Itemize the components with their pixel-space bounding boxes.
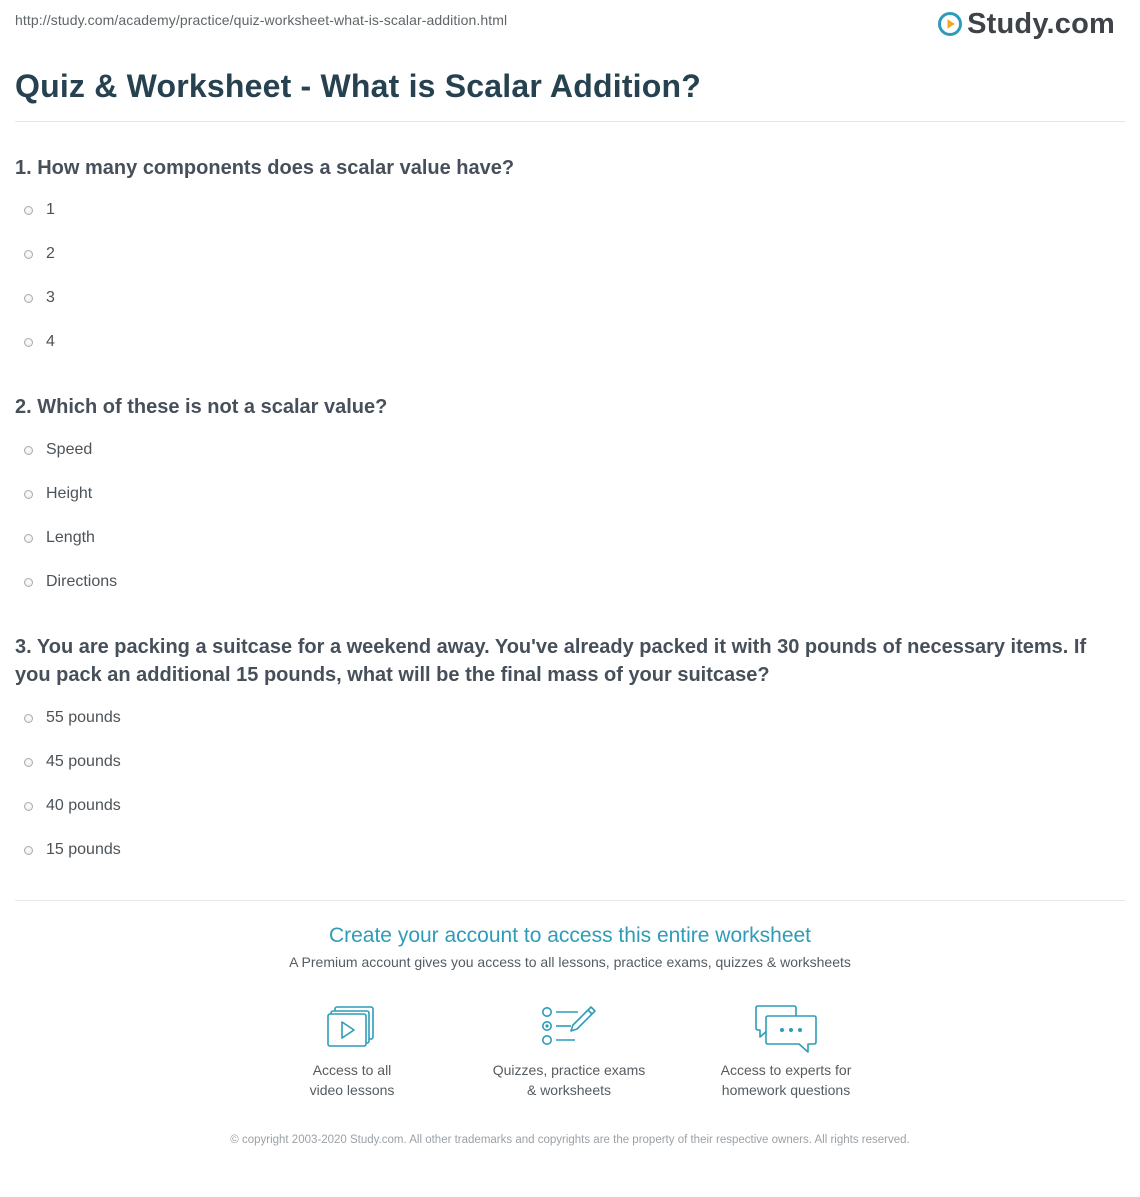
feature-quizzes [469, 1004, 669, 1100]
feature-label-line2: video lessons [309, 1082, 395, 1098]
option-label: 45 pounds [46, 753, 121, 770]
q1-option-3[interactable] [24, 287, 55, 309]
feature-label-line2: & worksheets [526, 1082, 612, 1098]
q1-option-2[interactable] [24, 243, 55, 265]
cta-subtitle: A Premium account gives you access to all lessons, practice exams, quizzes & worksheets [289, 954, 851, 970]
q3-option-4[interactable] [24, 839, 121, 861]
option-label: 15 pounds [46, 841, 121, 858]
option-label: Directions [46, 573, 118, 590]
title-divider [15, 121, 1125, 122]
q2-option-1[interactable] [24, 439, 92, 461]
radio-button[interactable] [24, 338, 33, 347]
cta-divider [15, 900, 1125, 901]
radio-button[interactable] [24, 714, 33, 723]
feature-label [252, 1060, 452, 1100]
header-bar [0, 0, 1140, 48]
feature-label [686, 1060, 886, 1100]
study-logo[interactable] [938, 6, 1115, 42]
q3-option-2[interactable] [24, 751, 121, 773]
option-label: Speed [46, 441, 93, 458]
play-circle-logo-icon [938, 12, 962, 36]
feature-experts [686, 1004, 886, 1100]
radio-button[interactable] [24, 846, 33, 855]
q1-option-4[interactable] [24, 331, 55, 353]
copyright-footer: © copyright 2003-2020 Study.com. All other trademarks and copyrights are the property of their respective owners. All rights reserved. [230, 1134, 910, 1146]
feature-video-lessons [252, 1004, 452, 1100]
q1-option-1[interactable] [24, 199, 55, 221]
radio-button[interactable] [24, 294, 33, 303]
option-label: 4 [46, 333, 55, 350]
q3-option-3[interactable] [24, 795, 121, 817]
create-account-link[interactable]: Create your account to access this entire worksheet [328, 924, 812, 947]
option-label: Height [46, 485, 93, 502]
radio-button[interactable] [24, 802, 33, 811]
radio-button[interactable] [24, 490, 33, 499]
feature-label [469, 1060, 669, 1100]
q3-option-1[interactable] [24, 707, 121, 729]
page-url[interactable]: http://study.com/academy/practice/quiz-worksheet-what-is-scalar-addition.html [15, 12, 508, 28]
page-title: Quiz & Worksheet - What is Scalar Addition? [15, 68, 702, 104]
question-1: 1. How many components does a scalar value have? [15, 157, 515, 179]
chat-bubbles-icon [754, 1004, 818, 1054]
option-label: Length [46, 529, 95, 546]
q2-option-2[interactable] [24, 483, 92, 505]
radio-button[interactable] [24, 534, 33, 543]
feature-label-line1: Quizzes, practice exams [492, 1062, 646, 1078]
option-label: 55 pounds [46, 709, 121, 726]
q2-option-3[interactable] [24, 527, 95, 549]
radio-button[interactable] [24, 578, 33, 587]
option-label: 3 [46, 289, 55, 306]
feature-label-line1: Access to experts for [720, 1062, 852, 1078]
radio-button[interactable] [24, 758, 33, 767]
radio-button[interactable] [24, 206, 33, 215]
question-2: 2. Which of these is not a scalar value? [15, 396, 388, 418]
q2-option-4[interactable] [24, 571, 117, 593]
quiz-checklist-icon [541, 1004, 597, 1048]
radio-button[interactable] [24, 446, 33, 455]
option-label: 2 [46, 245, 55, 262]
radio-button[interactable] [24, 250, 33, 259]
logo-text: Study.com [967, 7, 1115, 40]
question-3: 3. You are packing a suitcase for a weekend away. You've already packed it with 30 pounds of necessary items. If you pack an additional 15 pounds, what will be the final mass of your suitcase? [15, 636, 1087, 686]
feature-label-line1: Access to all [312, 1062, 392, 1078]
option-label: 1 [46, 201, 55, 218]
option-label: 40 pounds [46, 797, 121, 814]
video-lessons-icon [326, 1004, 378, 1048]
feature-label-line2: homework questions [721, 1082, 851, 1098]
